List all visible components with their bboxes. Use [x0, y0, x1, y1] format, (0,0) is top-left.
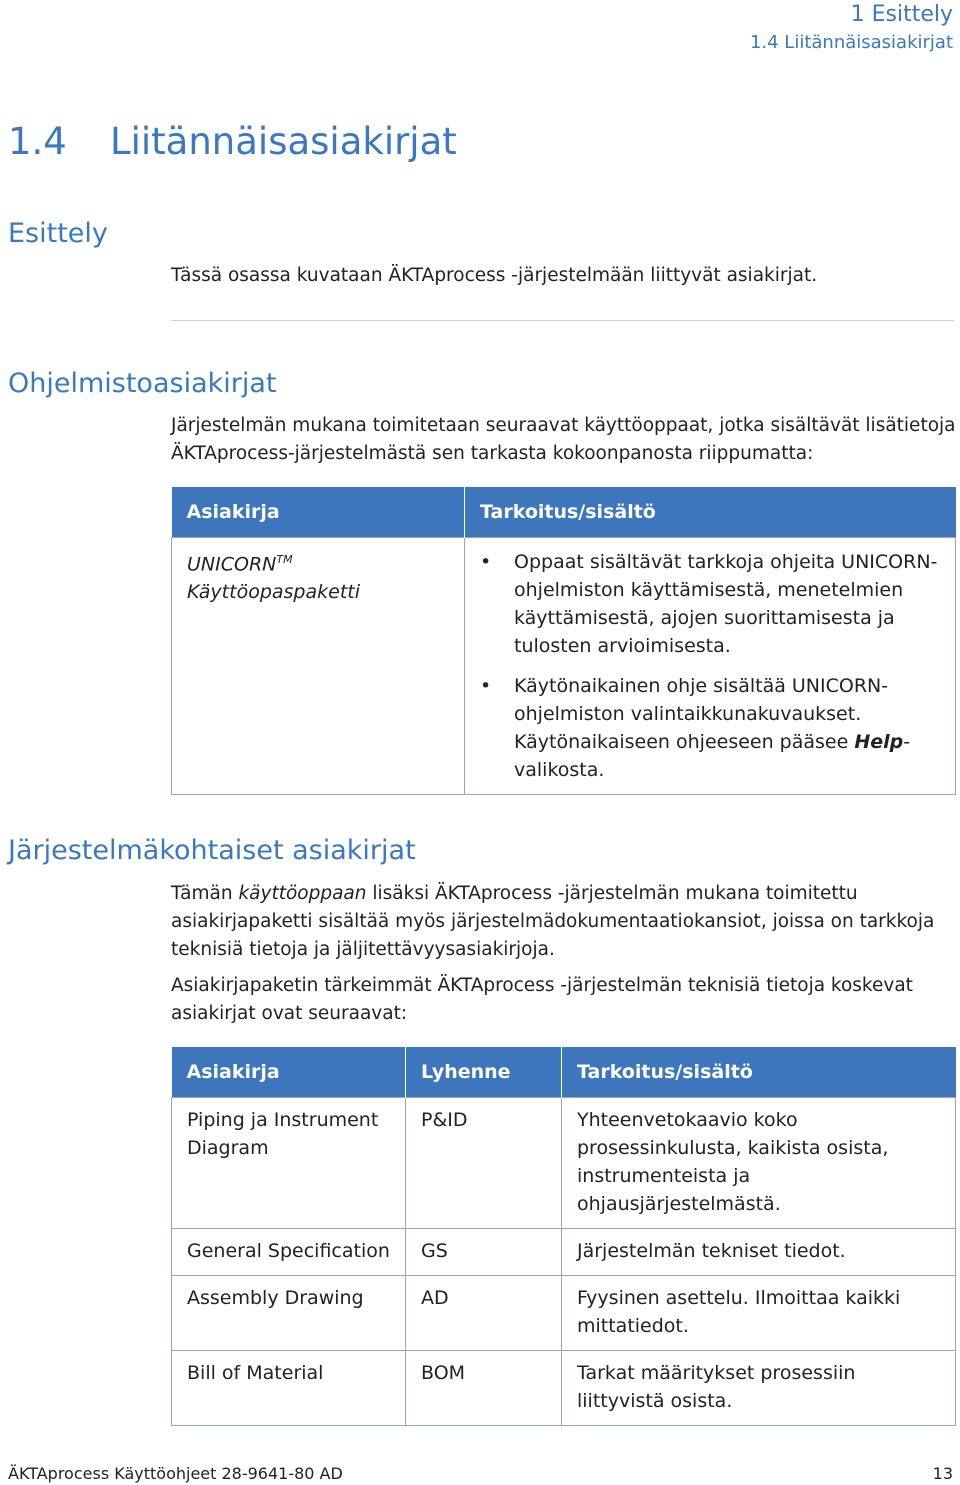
system-docs-paragraph-1: [171, 880, 956, 964]
purpose-cell: Tarkat määritykset prosessiin liittyvistä osista.: [562, 1351, 956, 1426]
table-row: [172, 1351, 956, 1426]
purpose-cell: [465, 538, 956, 795]
doc-name: UNICORN: [187, 553, 277, 576]
running-head-chapter: 1 Esittely: [850, 2, 953, 27]
section-divider: [171, 320, 954, 321]
doc-name-cell: [172, 538, 465, 795]
text: Tämän: [171, 883, 239, 904]
purpose-cell: Yhteenvetokaavio koko prosessinkulusta, kaikista osista, instrumenteista ja ohjausjärjestelmästä.: [562, 1098, 956, 1229]
abbr-cell: BOM: [406, 1351, 562, 1426]
doc-name-suffix: Käyttöopaspaketti: [187, 581, 360, 604]
column-header-purpose: Tarkoitus/sisältö: [465, 487, 956, 538]
page-number: 13: [932, 1464, 953, 1483]
list-item: [480, 672, 940, 784]
bullet-text: -valikosta.: [514, 731, 911, 781]
help-menu-name: Help: [854, 731, 904, 753]
column-header-document: Asiakirja: [172, 487, 465, 538]
software-docs-text: Järjestelmän mukana toimitetaan seuraavat käyttöoppaat, jotka sisältävät lisätietoja ÄKTAprocess-järjestelmästä sen tarkasta kokoonpanosta riippumatta:: [171, 415, 956, 464]
table-row: [172, 538, 956, 795]
intro-text: Tässä osassa kuvataan ÄKTAprocess -järjestelmään liittyvät asiakirjat.: [171, 265, 818, 286]
software-docs-table: [171, 487, 956, 795]
running-head-section: 1.4 Liitännäisasiakirjat: [749, 32, 953, 53]
list-item: • Oppaat sisältävät tarkkoja ohjeita UNICORN-ohjelmiston käyttämisestä, menetelmien käyttämisestä, ajojen suorittamisesta ja tulosten arvioimisesta.: [480, 548, 940, 660]
doc-cell: Bill of Material: [172, 1351, 406, 1426]
heading-system-docs: Järjestelmäkohtaiset asiakirjat: [8, 835, 416, 866]
table-row: [172, 1276, 956, 1351]
manual-term: käyttöoppaan: [238, 883, 367, 904]
purpose-list: [480, 548, 940, 784]
column-header-document: Asiakirja: [172, 1047, 406, 1098]
table-row: [172, 1229, 956, 1276]
footer-document-id: ÄKTAprocess Käyttöohjeet 28-9641-80 AD: [8, 1464, 343, 1483]
column-header-purpose: Tarkoitus/sisältö: [562, 1047, 956, 1098]
table-row: [172, 1098, 956, 1229]
system-docs-table: [171, 1047, 956, 1426]
text: lisäksi ÄKTAprocess -järjestelmän mukana toimitettu asiakirjapaketti sisältää myös järjestelmädokumentaatiokansiot, joissa on tarkkoja teknisiä tietoja ja jäljitettävyysasiakirjoja.: [171, 883, 935, 960]
system-docs-paragraph-2: Asiakirjapaketin tärkeimmät ÄKTAprocess -järjestelmän teknisiä tietoja koskevat asiakirjat ovat seuraavat:: [171, 975, 913, 1024]
abbr-cell: GS: [406, 1229, 562, 1276]
doc-cell: Assembly Drawing: [172, 1276, 406, 1351]
doc-cell: General Specification: [172, 1229, 406, 1276]
section-title: Liitännäisasiakirjat: [110, 120, 457, 163]
heading-software-docs: Ohjelmistoasiakirjat: [8, 368, 277, 399]
page-title: [8, 120, 457, 163]
trademark: TM: [276, 553, 293, 566]
purpose-cell: Fyysinen asettelu. Ilmoittaa kaikki mittatiedot.: [562, 1276, 956, 1351]
abbr-cell: P&ID: [406, 1098, 562, 1229]
bullet-text: Käytönaikainen ohje sisältää UNICORN-ohjelmiston valintaikkunakuvaukset. Käytönaikaiseen ohjeeseen pääsee: [514, 675, 889, 753]
abbr-cell: AD: [406, 1276, 562, 1351]
heading-intro: Esittely: [8, 218, 108, 249]
section-number: 1.4: [8, 120, 67, 163]
purpose-cell: Järjestelmän tekniset tiedot.: [562, 1229, 956, 1276]
doc-cell: Piping ja Instrument Diagram: [172, 1098, 406, 1229]
column-header-abbreviation: Lyhenne: [406, 1047, 562, 1098]
